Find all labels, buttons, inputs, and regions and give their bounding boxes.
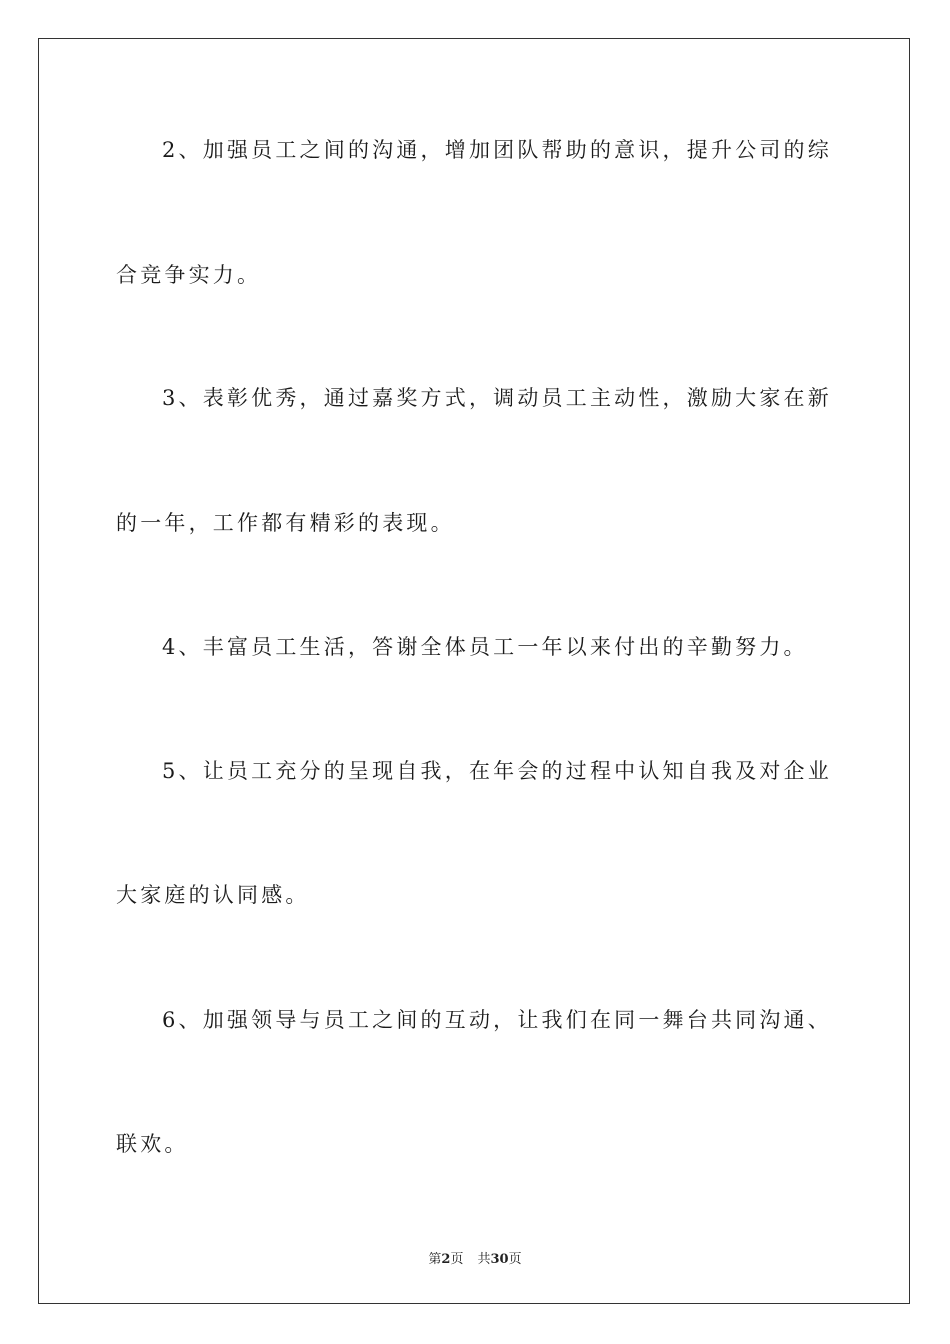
paragraph-4-line-1: 4、丰富员工生活，答谢全体员工一年以来付出的辛勤努力。 <box>162 635 808 659</box>
total-prefix: 共 <box>477 1252 491 1267</box>
page-frame <box>38 38 910 1304</box>
page-prefix: 第 <box>428 1252 442 1267</box>
paragraph-2-line-1: 2、加强员工之间的沟通，增加团队帮助的意识，提升公司的综 <box>162 138 832 162</box>
paragraph-5-line-1: 5、让员工充分的呈现自我，在年会的过程中认知自我及对企业 <box>162 759 832 783</box>
page-footer <box>0 1248 950 1267</box>
paragraph-3-line-1: 3、表彰优秀，通过嘉奖方式，调动员工主动性，激励大家在新 <box>162 386 832 410</box>
paragraph-6-line-1: 6、加强领导与员工之间的互动，让我们在同一舞台共同沟通、 <box>162 1008 832 1032</box>
total-pages: 30 <box>490 1252 509 1267</box>
total-suffix: 页 <box>508 1252 522 1267</box>
page-number: 2 <box>441 1252 451 1267</box>
paragraph-3-line-2: 的一年，工作都有精彩的表现。 <box>116 511 455 535</box>
paragraph-2-line-2: 合竞争实力。 <box>116 263 262 287</box>
page-suffix: 页 <box>450 1252 464 1267</box>
paragraph-6-line-2: 联欢。 <box>116 1132 189 1156</box>
paragraph-5-line-2: 大家庭的认同感。 <box>116 883 310 907</box>
